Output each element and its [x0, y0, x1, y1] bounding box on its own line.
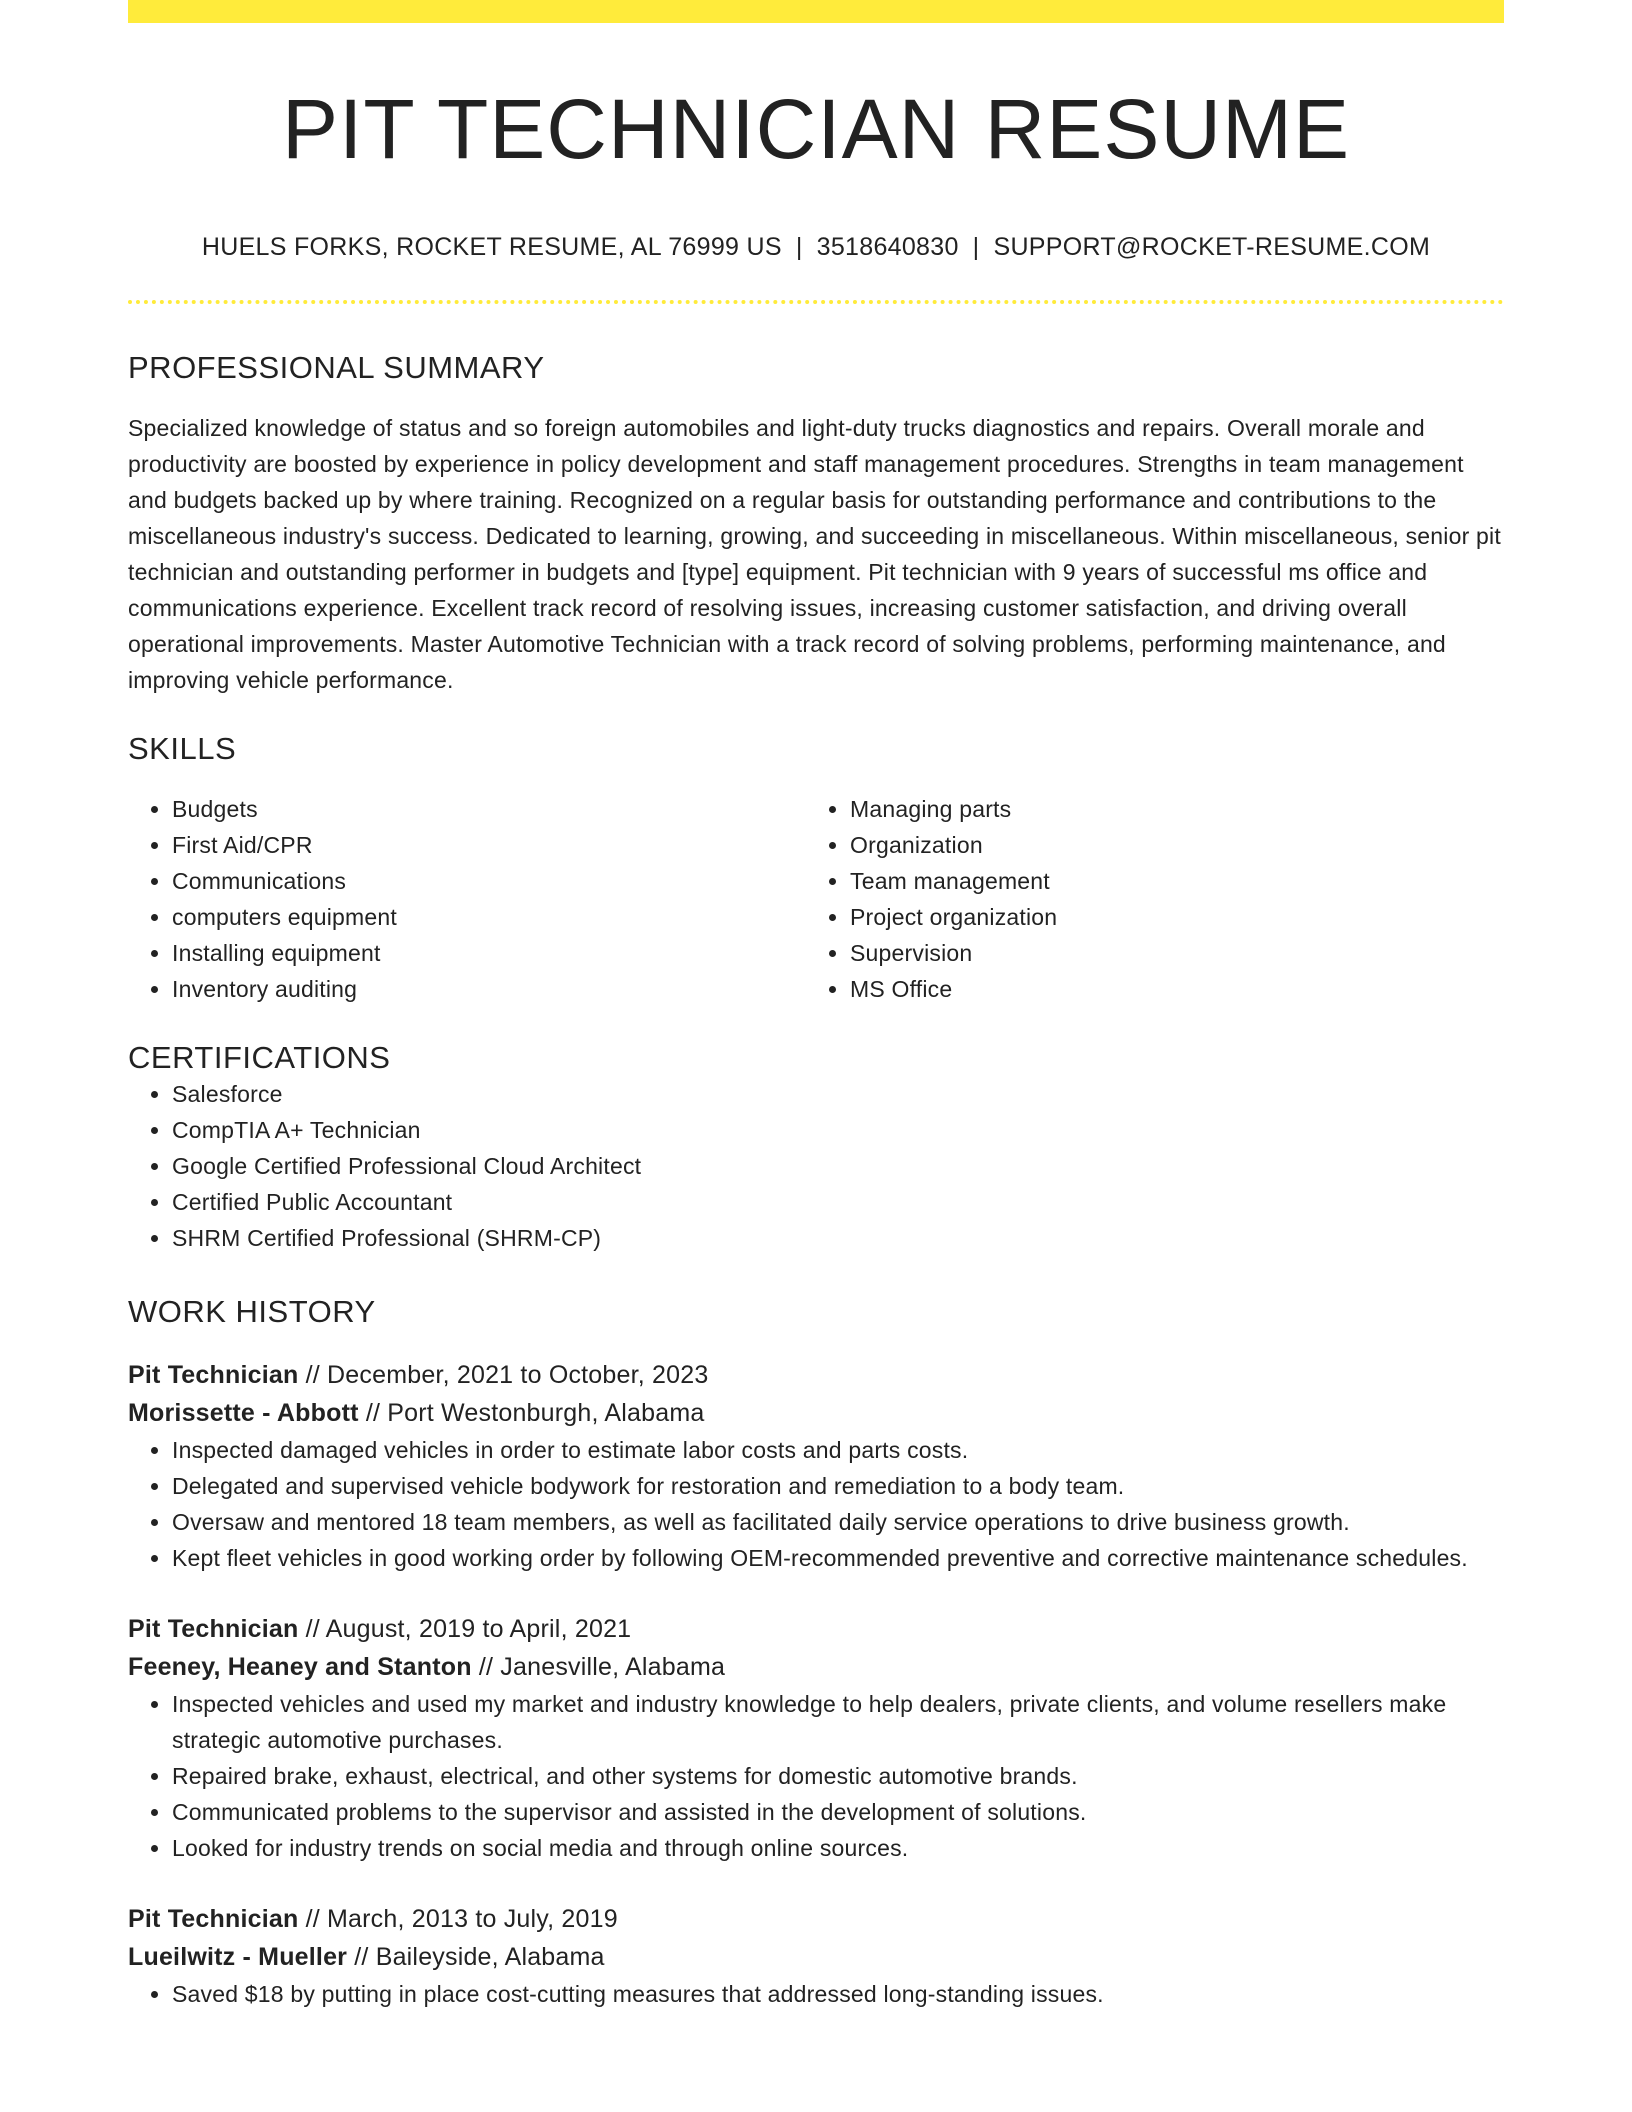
- certifications-heading: CERTIFICATIONS: [128, 1040, 391, 1076]
- skills-list-right: [806, 791, 1484, 1007]
- skill-item: • First Aid/CPR: [172, 827, 806, 863]
- resume-page: [128, 0, 1504, 2012]
- address: HUELS FORKS, ROCKET RESUME, AL 76999 US: [201, 233, 782, 262]
- job-duty: • Oversaw and mentored 18 team members, as well as facilitated daily service operations to drive business growth.: [172, 1504, 1504, 1540]
- job-location: // Port Westonburgh, Alabama: [365, 1399, 705, 1428]
- skill-item: • Supervision: [850, 935, 1484, 971]
- work-history-heading: WORK HISTORY: [128, 1294, 376, 1330]
- job-duties-list: [128, 1432, 1504, 1576]
- skill-item: • Communications: [172, 863, 806, 899]
- job-duty: • Looked for industry trends on social media and through online sources.: [172, 1830, 1504, 1866]
- job-duty: • Delegated and supervised vehicle bodywork for restoration and remediation to a body team.: [172, 1468, 1504, 1504]
- skill-item: • Organization: [850, 827, 1484, 863]
- contact-line: [128, 233, 1504, 262]
- job-duties-list: [128, 1976, 1504, 2012]
- dotted-divider: [128, 300, 1504, 304]
- separator: |: [972, 233, 980, 262]
- skill-item: • Managing parts: [850, 791, 1484, 827]
- email: SUPPORT@ROCKET-RESUME.COM: [993, 233, 1431, 262]
- skills-column-left: [128, 791, 806, 1007]
- skills-list-left: [128, 791, 806, 1007]
- certification-item: • CompTIA A+ Technician: [172, 1112, 1504, 1148]
- resume-title: PIT TECHNICIAN RESUME: [281, 82, 1351, 176]
- job-duty: • Repaired brake, exhaust, electrical, and other systems for domestic automotive brands.: [172, 1758, 1504, 1794]
- job-company: Feeney, Heaney and Stanton: [128, 1653, 472, 1682]
- skill-item: • Budgets: [172, 791, 806, 827]
- job-company-line: [128, 1938, 1504, 1976]
- certification-item: • Certified Public Accountant: [172, 1184, 1504, 1220]
- skill-item: • MS Office: [850, 971, 1484, 1007]
- job-location: // Janesville, Alabama: [478, 1653, 726, 1682]
- job-duties-list: [128, 1686, 1504, 1866]
- job-title: Pit Technician: [128, 1905, 299, 1934]
- job-dates: // December, 2021 to October, 2023: [305, 1361, 709, 1390]
- job-company-line: [128, 1394, 1504, 1432]
- job-dates: // August, 2019 to April, 2021: [305, 1615, 632, 1644]
- skill-item: • computers equipment: [172, 899, 806, 935]
- top-accent-bar: [128, 0, 1504, 23]
- phone: 3518640830: [816, 233, 959, 262]
- job-location: // Baileyside, Alabama: [354, 1943, 605, 1972]
- job-duty: • Inspected damaged vehicles in order to estimate labor costs and parts costs.: [172, 1432, 1504, 1468]
- skill-item: • Team management: [850, 863, 1484, 899]
- job-entry: [128, 1610, 1504, 1866]
- job-entry: [128, 1356, 1504, 1576]
- summary-heading: PROFESSIONAL SUMMARY: [128, 350, 545, 386]
- certifications-list: [128, 1076, 1504, 1256]
- job-entry: [128, 1900, 1504, 2012]
- separator: |: [795, 233, 803, 262]
- skill-item: • Inventory auditing: [172, 971, 806, 1007]
- job-duty: • Kept fleet vehicles in good working order by following OEM-recommended preventive and corrective maintenance schedules.: [172, 1540, 1504, 1576]
- job-title-line: [128, 1610, 1504, 1648]
- job-duty: • Saved $18 by putting in place cost-cutting measures that addressed long-standing issues.: [172, 1976, 1504, 2012]
- job-title: Pit Technician: [128, 1615, 299, 1644]
- job-title: Pit Technician: [128, 1361, 299, 1390]
- skill-item: • Project organization: [850, 899, 1484, 935]
- skills-grid: [128, 791, 1504, 1007]
- certification-item: • Google Certified Professional Cloud Architect: [172, 1148, 1504, 1184]
- skills-heading: SKILLS: [128, 731, 237, 767]
- skill-item: • Installing equipment: [172, 935, 806, 971]
- certification-item: • Salesforce: [172, 1076, 1504, 1112]
- job-company-line: [128, 1648, 1504, 1686]
- job-duty: • Inspected vehicles and used my market and industry knowledge to help dealers, private clients, and volume resellers make strategic automotive purchases.: [172, 1686, 1504, 1758]
- job-title-line: [128, 1356, 1504, 1394]
- job-company: Lueilwitz - Mueller: [128, 1943, 348, 1972]
- certification-item: • SHRM Certified Professional (SHRM-CP): [172, 1220, 1504, 1256]
- job-company: Morissette - Abbott: [128, 1399, 359, 1428]
- job-title-line: [128, 1900, 1504, 1938]
- job-duty: • Communicated problems to the supervisor and assisted in the development of solutions.: [172, 1794, 1504, 1830]
- skills-column-right: [806, 791, 1484, 1007]
- summary-text: Specialized knowledge of status and so foreign automobiles and light-duty trucks diagnostics and repairs. Overall morale and productivity are boosted by experience in policy development and staff management procedures. Strengths in team management and budgets backed up by where training. Recognized on a regular basis for outstanding performance and contributions to the miscellaneous industry's success. Dedicated to learning, growing, and succeeding in miscellaneous. Within miscellaneous, senior pit technician and outstanding performer in budgets and [type] equipment. Pit technician with 9 years of successful ms office and communications experience. Excellent track record of resolving issues, increasing customer satisfaction, and driving overall operational improvements. Master Automotive Technician with a track record of solving problems, performing maintenance, and improving vehicle performance.: [128, 415, 1501, 694]
- job-dates: // March, 2013 to July, 2019: [305, 1905, 618, 1934]
